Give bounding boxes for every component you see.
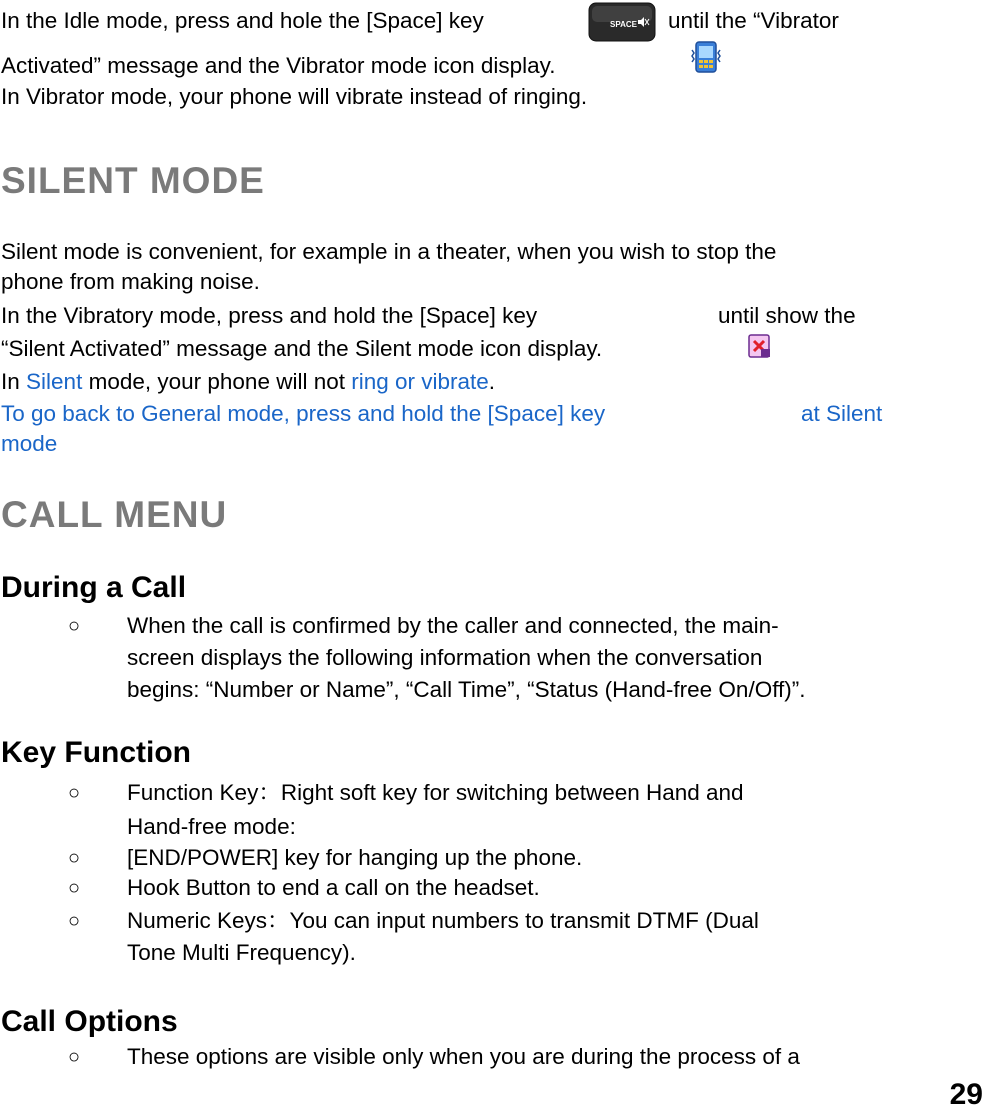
intro-text-3: In Vibrator mode, your phone will vibrate instead of ringing. (1, 84, 588, 109)
during-bullet-1-line-3: begins: “Number or Name”, “Call Time”, “Status (Hand-free On/Off)”. (127, 677, 806, 702)
bullet-marker: ○ (68, 847, 81, 869)
silent-p3b-text: until show the (718, 303, 856, 328)
bullet-marker: ○ (68, 1046, 81, 1068)
intro-text-1a: In the Idle mode, press and hole the [Space] key (1, 8, 484, 33)
bullet-marker: ○ (68, 615, 81, 637)
silent-p7-text: mode (1, 431, 58, 456)
silent-p3b (718, 303, 856, 329)
silent-p6a-text: To go back to General mode, press and hold the [Space] key (1, 401, 606, 426)
silent-p5-link-silent: Silent (26, 369, 83, 394)
keyfn-bullet-2: [END/POWER] key for hanging up the phone. (127, 845, 583, 870)
intro-line-3 (1, 84, 587, 110)
vibrator-mode-icon (690, 40, 722, 79)
page-number: 29 (949, 1078, 983, 1111)
options-bullet-1: These options are visible only when you are during the process of a (127, 1044, 800, 1069)
silent-p1 (1, 239, 776, 265)
intro-text-1b: until the “Vibrator (668, 8, 839, 33)
silent-mode-heading: SILENT MODE (1, 160, 265, 201)
during-call-heading: During a Call (1, 571, 187, 604)
keyfn-bullet-4-line-2: Tone Multi Frequency). (127, 940, 356, 965)
keyfn-bullet-1-line-1: Function Key：Right soft key for switching between Hand and (127, 780, 744, 805)
silent-p1-text: Silent mode is convenient, for example in a theater, when you wish to stop the (1, 239, 777, 264)
key-function-heading: Key Function (1, 736, 192, 769)
intro-line-1b (668, 8, 839, 34)
silent-p2-text: phone from making noise. (1, 269, 260, 294)
intro-line-1 (1, 8, 484, 34)
silent-p6b (801, 401, 882, 427)
silent-p3 (1, 303, 537, 329)
intro-text-2: Activated” message and the Vibrator mode icon display. (1, 53, 556, 78)
during-bullet-1-line-1: When the call is confirmed by the caller and connected, the main- (127, 613, 779, 638)
intro-line-2 (1, 53, 555, 79)
during-bullet-1-line-2: screen displays the following information when the conversation (127, 645, 763, 670)
silent-p6 (1, 401, 605, 427)
silent-p2 (1, 269, 260, 295)
bullet-marker: ○ (68, 877, 81, 899)
silent-p5-text-1: In (1, 369, 27, 394)
silent-p3a-text: In the Vibratory mode, press and hold the [Space] key (1, 303, 538, 328)
silent-p4-text: “Silent Activated” message and the Silent mode icon display. (1, 336, 603, 361)
silent-p5-text-3: mode, your phone will not (82, 369, 352, 394)
silent-mode-icon (746, 333, 774, 364)
bullet-marker: ○ (68, 782, 81, 804)
keyfn-bullet-3: Hook Button to end a call on the headset. (127, 875, 540, 900)
silent-p5-text-5: . (488, 369, 496, 394)
bullet-marker: ○ (68, 910, 81, 932)
call-menu-heading: CALL MENU (1, 494, 228, 535)
silent-p6b-text: at Silent (801, 401, 883, 426)
silent-p5 (1, 369, 495, 395)
call-options-heading: Call Options (1, 1005, 178, 1038)
silent-p5-link-ring: ring or vibrate (351, 369, 489, 394)
silent-p7 (1, 431, 57, 457)
space-key-icon (588, 2, 656, 47)
keyfn-bullet-4-line-1: Numeric Keys：You can input numbers to transmit DTMF (Dual (127, 908, 759, 933)
svg-text:SPACE: SPACE (610, 20, 637, 29)
keyfn-bullet-1-line-2: Hand-free mode: (127, 814, 296, 839)
silent-p4 (1, 336, 602, 362)
